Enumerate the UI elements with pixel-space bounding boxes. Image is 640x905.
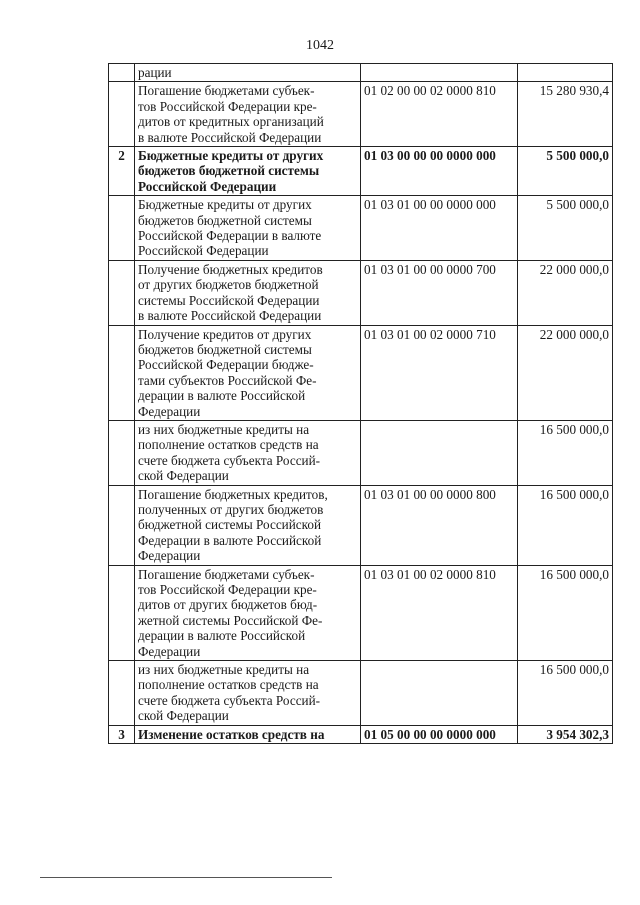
budget-sources-table — [108, 63, 613, 744]
row-number — [109, 82, 135, 147]
table-row — [109, 325, 613, 420]
row-name: Погашение бюджетных кредитов, полученных от других бюджетов бюджетной системы Российской Федерации в валюте Российской Федерации — [135, 485, 361, 565]
row-name: Бюджетные кредиты от других бюджетов бюджетной системы Российской Федерации — [135, 147, 361, 196]
table-row — [109, 565, 613, 660]
row-code: 01 03 00 00 00 0000 000 — [361, 147, 518, 196]
table-row — [109, 725, 613, 743]
row-amount: 16 500 000,0 — [518, 661, 613, 726]
row-amount: 16 500 000,0 — [518, 485, 613, 565]
row-code: 01 03 01 00 00 0000 000 — [361, 196, 518, 261]
row-number: 3 — [109, 725, 135, 743]
table-row — [109, 420, 613, 485]
row-number — [109, 325, 135, 420]
page-number: 1042 — [306, 38, 334, 53]
row-code: 01 02 00 00 02 0000 810 — [361, 82, 518, 147]
row-name: из них бюджетные кредиты на пополнение остатков средств на счете бюджета субъекта Россий- ской Федерации — [135, 661, 361, 726]
row-amount: 22 000 000,0 — [518, 260, 613, 325]
row-code: 01 05 00 00 00 0000 000 — [361, 725, 518, 743]
row-amount: 22 000 000,0 — [518, 325, 613, 420]
table-row — [109, 82, 613, 147]
row-code: 01 03 01 00 00 0000 800 — [361, 485, 518, 565]
row-code: 01 03 01 00 02 0000 710 — [361, 325, 518, 420]
row-number — [109, 260, 135, 325]
row-name: Изменение остатков средств на — [135, 725, 361, 743]
table-row — [109, 196, 613, 261]
row-name: Получение кредитов от других бюджетов бюджетной системы Российской Федерации бюдже- тами субъектов Российской Фе- дерации в валюте Российской Федерации — [135, 325, 361, 420]
row-code — [361, 420, 518, 485]
row-name: из них бюджетные кредиты на пополнение остатков средств на счете бюджета субъекта Россий- ской Федерации — [135, 420, 361, 485]
row-number — [109, 420, 135, 485]
row-amount: 5 500 000,0 — [518, 147, 613, 196]
table-body — [109, 64, 613, 744]
table-row — [109, 147, 613, 196]
row-name: Погашение бюджетами субъек- тов Российской Федерации кре- дитов от других бюджетов бюд- жетной системы Российской Фе- дерации в валюте Российской Федерации — [135, 565, 361, 660]
row-number — [109, 64, 135, 82]
footer-rule — [40, 877, 332, 878]
row-name: Бюджетные кредиты от других бюджетов бюджетной системы Российской Федерации в валюте Российской Федерации — [135, 196, 361, 261]
row-code — [361, 661, 518, 726]
row-amount: 15 280 930,4 — [518, 82, 613, 147]
table-row — [109, 485, 613, 565]
row-number — [109, 565, 135, 660]
row-name: Погашение бюджетами субъек- тов Российской Федерации кре- дитов от кредитных организаций в валюте Российской Федерации — [135, 82, 361, 147]
row-amount: 5 500 000,0 — [518, 196, 613, 261]
row-number — [109, 485, 135, 565]
row-code — [361, 64, 518, 82]
table-row — [109, 260, 613, 325]
row-number: 2 — [109, 147, 135, 196]
row-code: 01 03 01 00 00 0000 700 — [361, 260, 518, 325]
row-amount: 16 500 000,0 — [518, 565, 613, 660]
row-code: 01 03 01 00 02 0000 810 — [361, 565, 518, 660]
table-row — [109, 64, 613, 82]
row-name: Получение бюджетных кредитов от других бюджетов бюджетной системы Российской Федерации в валюте Российской Федерации — [135, 260, 361, 325]
table-row — [109, 661, 613, 726]
row-name: рации — [135, 64, 361, 82]
row-amount: 3 954 302,3 — [518, 725, 613, 743]
row-amount — [518, 64, 613, 82]
row-number — [109, 196, 135, 261]
row-number — [109, 661, 135, 726]
row-amount: 16 500 000,0 — [518, 420, 613, 485]
